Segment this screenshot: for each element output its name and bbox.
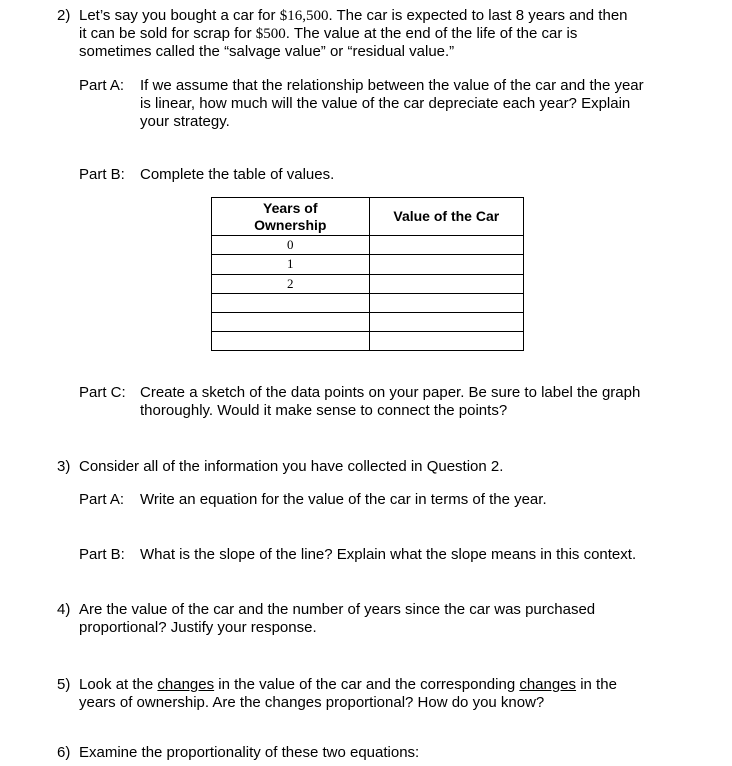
q3-number: 3)	[57, 458, 71, 475]
value-cell[interactable]	[369, 293, 523, 312]
q5-text: Look at the changes in the value of the car and the corresponding changes in the years of ownership. Are the changes proportional? How do you know?	[79, 676, 719, 712]
years-cell[interactable]	[212, 293, 370, 312]
table-row	[212, 255, 524, 274]
q3-partB-text: What is the slope of the line? Explain what the slope means in this context.	[140, 546, 637, 563]
value-cell[interactable]	[369, 331, 523, 350]
q2-number: 2)	[57, 7, 71, 24]
q4-number: 4)	[57, 601, 71, 618]
q2-text	[79, 7, 719, 61]
q2-partB-label: Part B:	[79, 166, 125, 183]
values-table	[211, 197, 524, 351]
years-cell: 2	[212, 274, 370, 293]
q3-partB-label: Part B:	[79, 546, 125, 563]
table-header-row	[212, 198, 524, 236]
table-row	[212, 331, 524, 350]
q2-line-3: sometimes called the “salvage value” or “residual value.”	[79, 43, 455, 60]
value-cell[interactable]	[369, 274, 523, 293]
col-years-header: Years of Ownership	[212, 198, 370, 236]
table-row	[212, 312, 524, 331]
years-cell: 0	[212, 236, 370, 255]
q2-partA-label: Part A:	[79, 77, 125, 94]
col-value-header: Value of the Car	[369, 198, 523, 236]
years-cell: 1	[212, 255, 370, 274]
table-row	[212, 293, 524, 312]
q2-line-2: it can be sold for scrap for $500. The value at the end of the life of the car is	[79, 25, 578, 42]
q6-number: 6)	[57, 744, 71, 761]
q3-text: Consider all of the information you have collected in Question 2.	[79, 458, 504, 475]
q4-text: Are the value of the car and the number of years since the car was purchased proportional? Justify your response.	[79, 601, 596, 636]
table-row	[212, 236, 524, 255]
q5-number: 5)	[57, 676, 71, 693]
q2-scrap: $500	[255, 26, 286, 42]
q2-line-1: Let’s say you bought a car for $16,500. The car is expected to last 8 years and then	[79, 7, 628, 24]
table-row	[212, 274, 524, 293]
q2-price: $16,500	[279, 8, 329, 24]
changes-underlined: changes	[519, 676, 577, 693]
years-cell[interactable]	[212, 331, 370, 350]
q3-partA-label: Part A:	[79, 491, 125, 508]
value-cell[interactable]	[369, 236, 523, 255]
value-cell[interactable]	[369, 312, 523, 331]
value-cell[interactable]	[369, 255, 523, 274]
q6-text: Examine the proportionality of these two equations:	[79, 744, 420, 761]
q2-partB-text: Complete the table of values.	[140, 166, 335, 183]
q3-partA-text: Write an equation for the value of the car in terms of the year.	[140, 491, 547, 508]
q2-partA-text: If we assume that the relationship between the value of the car and the year is linear, how much will the value of the car depreciate each year? Explain your strategy.	[140, 77, 644, 130]
q2-partC-text: Create a sketch of the data points on your paper. Be sure to label the graph thoroughly. Would it make sense to connect the points?	[140, 384, 641, 419]
q5-line-1: Look at the changes in the value of the car and the corresponding changes in the	[79, 676, 617, 693]
q2-partC-label: Part C:	[79, 384, 126, 401]
years-cell[interactable]	[212, 312, 370, 331]
changes-underlined: changes	[157, 676, 215, 693]
